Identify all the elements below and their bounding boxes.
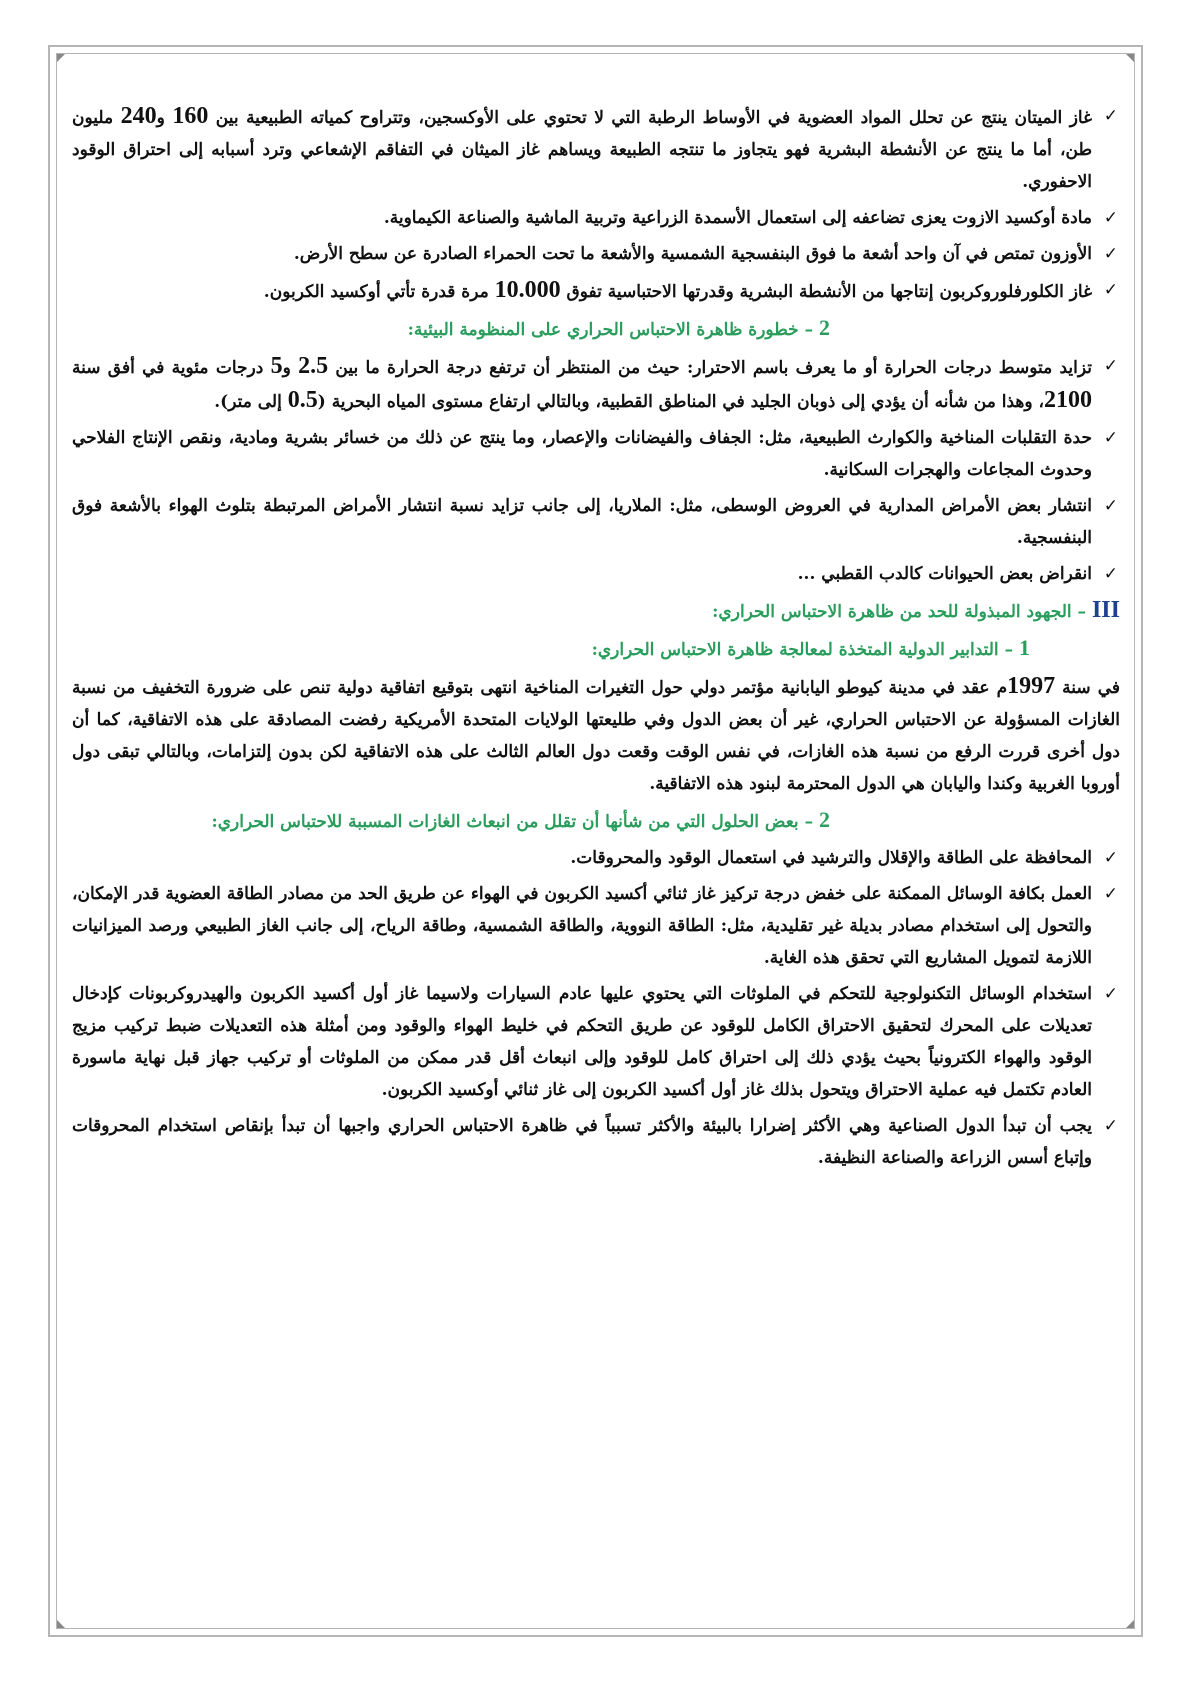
kyoto-paragraph: في سنة 1997م عقد في مدينة كيوطو اليابانية مؤتمر دولي حول التغيرات المناخية انتهى بتوقيع اتفاقية دولية تنص على ضرورة التخفيف من نسبة الغازات المسؤولة عن الاحتباس الحراري، غير أن بعض الدول وفي طليعتها الولايات المتحدة الأمريكية رفضت المصادقة على هذه الاتفاقية، كما أن دول أخرى قررت الرفع من نسبة هذه الغازات، في نفس الوقت وقعت دول العالم الثالث على هذه الاتفاقية لكن بدون إلتزامات، وبالتالي تبقى دول أوروبا الغربية وكندا واليابان هي الدول المحترمة لبنود هذه الاتفاقية. (72, 673, 1120, 794)
checkmark-icon: ✓ (1103, 496, 1118, 516)
list-item: ✓ مادة أوكسيد الازوت يعزى تضاعفه إلى استعمال الأسمدة الزراعية وتربية الماشية والصناعة الكيماوية. (72, 202, 1120, 234)
dangers-list (72, 350, 1120, 590)
sub-heading: 2 – بعض الحلول التي من شأنها أن تقلل من انبعاث الغازات المسببة للاحتباس الحراري: (211, 807, 830, 832)
checkmark-icon: ✓ (1103, 884, 1118, 904)
list-item: ✓ استخدام الوسائل التكنولوجية للتحكم في الملوثات التي يحتوي عليها عادم السيارات ولاسيما غاز أول أكسيد الكربون والهيدروكربونات كإدخال تعديلات على المحرك لتحقيق الاحتراق الكامل للوقود عن طريق التحكم في خليط الهواء والوقود ومن أمثلة هذه التعديلات ضبط تركيب مزيج الوقود والهواء الكترونياً بحيث يؤدي ذلك إلى احتراق كامل للوقود وإلى انبعاث أقل قدر ممكن من الملوثات أو تركيب جهاز قبل نهاية ماسورة العادم تكتمل فيه عملية الاحتراق ويتحول بذلك غاز أول أكسيد الكربون إلى غاز ثنائي أوكسيد الكربون. (72, 978, 1120, 1106)
document-body (72, 100, 1120, 1178)
list-item: ✓ يجب أن تبدأ الدول الصناعية وهي الأكثر إضرارا بالبيئة والأكثر تسبباً في ظاهرة الاحتباس الحراري واجبها أن تبدأ بإنقاص استخدام المحروقات وإتباع أسس الزراعة والصناعة النظيفة. (72, 1110, 1120, 1174)
list-item: ✓ حدة التقلبات المناخية والكوارث الطبيعية، مثل: الجفاف والفيضانات والإعصار، وما ينتج عن ذلك من خسائر بشرية ومادية، ونقص الإنتاج الفلاحي وحدوث المجاعات والهجرات السكانية. (72, 422, 1120, 486)
checkmark-icon: ✓ (1103, 984, 1118, 1004)
checkmark-icon: ✓ (1103, 428, 1118, 448)
section-heading: 2 – خطورة ظاهرة الاحتباس الحراري على المنظومة البيئية: (407, 315, 830, 340)
corner-ornament (1126, 1620, 1134, 1628)
corner-ornament (57, 54, 65, 62)
main-heading: III – الجهود المبذولة للحد من ظاهرة الاحتباس الحراري: (712, 597, 1120, 623)
gases-list (72, 100, 1120, 308)
list-item: ✓ تزايد متوسط درجات الحرارة أو ما يعرف باسم الاحترار: حيث من المنتظر أن ترتفع درجة الحرارة ما بين 2.5 و5 درجات مئوية في أفق سنة 2100، وهذا من شأنه أن يؤدي إلى ذوبان الجليد في المناطق القطبية، وبالتالي ارتفاع مستوى المياه البحرية (0.5 إلى متر). (72, 350, 1120, 418)
list-item: ✓ المحافظة على الطاقة والإقلال والترشيد في استعمال الوقود والمحروقات. (72, 842, 1120, 874)
checkmark-icon: ✓ (1103, 244, 1118, 264)
list-item: ✓ انقراض بعض الحيوانات كالدب القطبي ... (72, 558, 1120, 590)
list-item: ✓ غاز الميتان ينتج عن تحلل المواد العضوية في الأوساط الرطبة التي لا تحتوي على الأوكسجين، وتتراوح كمياته الطبيعية بين 160 و240 مليون طن، أما ما ينتج عن الأنشطة البشرية فهو يتجاوز ما تنتجه الطبيعة ويساهم غاز الميثان في التفاقم الإشعاعي وترد أسبابه إلى احتراق الوقود الاحفوري. (72, 100, 1120, 198)
corner-ornament (1126, 54, 1134, 62)
checkmark-icon: ✓ (1103, 356, 1118, 376)
checkmark-icon: ✓ (1103, 106, 1118, 126)
checkmark-icon: ✓ (1103, 208, 1118, 228)
list-item: ✓ انتشار بعض الأمراض المدارية في العروض الوسطى، مثل: الملاريا، إلى جانب تزايد نسبة انتشار الأمراض المرتبطة بتلوث الهواء بالأشعة فوق البنفسجية. (72, 490, 1120, 554)
checkmark-icon: ✓ (1103, 848, 1118, 868)
sub-heading: 1 – التدابير الدولية المتخذة لمعالجة ظاهرة الاحتباس الحراري: (591, 635, 1030, 660)
list-item: ✓ غاز الكلورفلوروكربون إنتاجها من الأنشطة البشرية وقدرتها الاحتباسية تفوق 10.000 مرة قدرة تأتي أوكسيد الكربون. (72, 274, 1120, 308)
checkmark-icon: ✓ (1103, 564, 1118, 584)
corner-ornament (57, 1620, 65, 1628)
solutions-list (72, 842, 1120, 1174)
checkmark-icon: ✓ (1103, 1116, 1118, 1136)
list-item: ✓ العمل بكافة الوسائل الممكنة على خفض درجة تركيز غاز ثنائي أكسيد الكربون في الهواء عن طريق الحد من مصادر الطاقة العضوية قدر الإمكان، والتحول إلى استخدام مصادر بديلة غير تقليدية، مثل: الطاقة النووية، والطاقة الشمسية، وطاقة الرياح، إلى جانب الغاز الطبيعي ورصد الميزانيات اللازمة لتمويل المشاريع التي تحقق هذه الغاية. (72, 878, 1120, 974)
list-item: ✓ الأوزون تمتص في آن واحد أشعة ما فوق البنفسجية الشمسية والأشعة ما تحت الحمراء الصادرة عن سطح الأرض. (72, 238, 1120, 270)
checkmark-icon: ✓ (1103, 280, 1118, 300)
